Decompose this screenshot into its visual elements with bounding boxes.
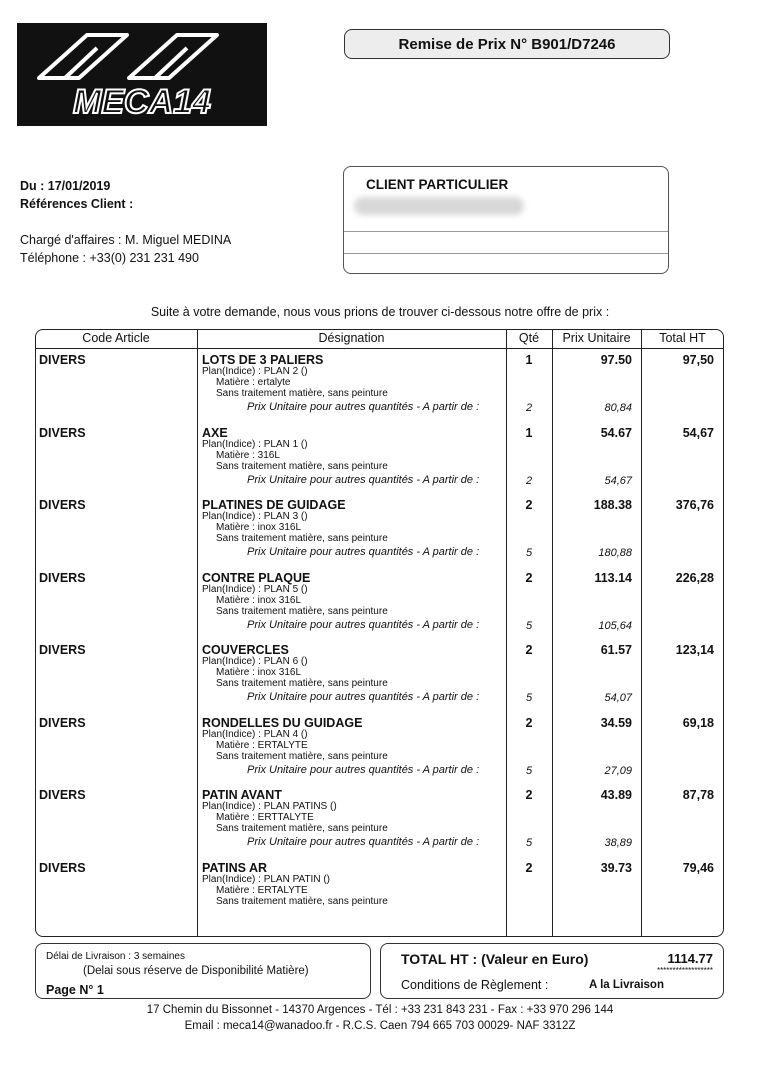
item-plan: Plan(Indice) : PLAN 6 (): [202, 656, 308, 667]
other-qty-label: Prix Unitaire pour autres quantités - A partir de :: [247, 546, 480, 558]
account-manager: Chargé d'affaires : M. Miguel MEDINA: [20, 233, 232, 247]
item-code: DIVERS: [39, 426, 86, 440]
item-treatment: Sans traitement matière, sans peinture: [216, 823, 388, 834]
item-treatment: Sans traitement matière, sans peinture: [216, 533, 388, 544]
item-designation: AXE: [202, 426, 228, 440]
item-material: Matière : ERTTALYTE: [216, 812, 314, 823]
item-unit-price: 39.73: [600, 861, 632, 875]
item-total: 79,46: [682, 861, 714, 875]
item-alt-qty: 5: [525, 620, 533, 632]
payment-conditions-label: Conditions de Règlement :: [401, 978, 549, 992]
item-qty: 2: [525, 861, 533, 875]
item-alt-unit-price: 54,07: [604, 692, 632, 704]
item-material: Matière : ertalyte: [216, 377, 291, 388]
meca14-logo-icon: [17, 23, 267, 126]
item-material: Matière : ERTALYTE: [216, 885, 308, 896]
item-plan: Plan(Indice) : PLAN 1 (): [202, 439, 308, 450]
item-plan: Plan(Indice) : PLAN PATIN (): [202, 874, 330, 885]
item-qty: 2: [525, 571, 533, 585]
col-header-unit-price: Prix Unitaire: [562, 331, 631, 345]
item-unit-price: 34.59: [600, 716, 632, 730]
item-qty: 2: [525, 788, 533, 802]
item-alt-qty: 5: [525, 837, 533, 849]
other-qty-label: Prix Unitaire pour autres quantités - A partir de :: [247, 764, 480, 776]
item-code: DIVERS: [39, 716, 86, 730]
item-alt-qty: 5: [525, 692, 533, 704]
item-alt-unit-price: 180,88: [598, 547, 632, 559]
page-number: Page N° 1: [46, 983, 104, 997]
item-material: Matière : inox 316L: [216, 667, 302, 678]
item-unit-price: 54.67: [600, 426, 632, 440]
item-qty: 2: [525, 716, 533, 730]
item-total: 87,78: [682, 788, 714, 802]
col-header-designation: Désignation: [318, 331, 385, 345]
item-treatment: Sans traitement matière, sans peinture: [216, 678, 388, 689]
item-alt-qty: 2: [525, 475, 533, 487]
other-qty-label: Prix Unitaire pour autres quantités - A partir de :: [247, 474, 480, 486]
item-designation: PATINS AR: [202, 861, 268, 875]
item-designation: COUVERCLES: [202, 643, 289, 657]
payment-conditions-value: A la Livraison: [589, 979, 664, 991]
item-unit-price: 43.89: [600, 788, 632, 802]
item-designation: RONDELLES DU GUIDAGE: [202, 716, 363, 730]
item-code: DIVERS: [39, 861, 86, 875]
column-divider: [506, 329, 507, 937]
col-header-code: Code Article: [82, 331, 150, 345]
other-qty-label: Prix Unitaire pour autres quantités - A partir de :: [247, 836, 480, 848]
delivery-delay: Délai de Livraison : 3 semaines: [46, 951, 185, 962]
phone-number: Téléphone : +33(0) 231 231 490: [20, 251, 199, 265]
item-unit-price: 61.57: [600, 643, 632, 657]
item-qty: 1: [525, 426, 533, 440]
item-plan: Plan(Indice) : PLAN PATINS (): [202, 801, 337, 812]
quote-date: Du : 17/01/2019: [20, 179, 111, 193]
item-total: 69,18: [682, 716, 714, 730]
column-divider: [197, 329, 198, 937]
client-references: Références Client :: [20, 197, 134, 211]
col-header-qty: Qté: [518, 331, 540, 345]
item-code: DIVERS: [39, 571, 86, 585]
item-designation: CONTRE PLAQUE: [202, 571, 311, 585]
company-logo: [17, 23, 267, 126]
item-qty: 1: [525, 353, 533, 367]
item-designation: LOTS DE 3 PALIERS: [202, 353, 324, 367]
item-treatment: Sans traitement matière, sans peinture: [216, 606, 388, 617]
item-code: DIVERS: [39, 788, 86, 802]
quote-title: Remise de Prix N° B901/D7246: [344, 29, 670, 59]
item-code: DIVERS: [39, 643, 86, 657]
delivery-box: [35, 943, 371, 999]
item-plan: Plan(Indice) : PLAN 5 (): [202, 584, 308, 595]
total-label: TOTAL HT : (Valeur en Euro): [401, 951, 589, 967]
item-plan: Plan(Indice) : PLAN 2 (): [202, 366, 308, 377]
total-value: 1114.77: [667, 951, 713, 966]
item-alt-qty: 5: [525, 547, 533, 559]
col-header-total: Total HT: [659, 331, 706, 345]
intro-text: Suite à votre demande, nous vous prions de trouver ci-dessous notre offre de prix :: [150, 305, 610, 319]
client-name: CLIENT PARTICULIER: [366, 177, 509, 192]
delivery-note: (Delai sous réserve de Disponibilité Matière): [83, 965, 309, 977]
item-alt-unit-price: 38,89: [604, 837, 632, 849]
item-alt-unit-price: 54,67: [604, 475, 632, 487]
item-material: Matière : 316L: [216, 450, 280, 461]
item-alt-unit-price: 105,64: [598, 620, 632, 632]
item-total: 226,28: [675, 571, 714, 585]
item-total: 54,67: [682, 426, 714, 440]
company-email: Email : meca14@wanadoo.fr - R.C.S. Caen 794 665 703 00029- NAF 3312Z: [184, 1020, 576, 1032]
item-alt-qty: 2: [525, 402, 533, 414]
other-qty-label: Prix Unitaire pour autres quantités - A partir de :: [247, 401, 480, 413]
logo-text: MECA14: [73, 83, 211, 121]
header-divider: [35, 348, 724, 349]
item-treatment: Sans traitement matière, sans peinture: [216, 461, 388, 472]
item-qty: 2: [525, 498, 533, 512]
item-material: Matière : ERTALYTE: [216, 740, 308, 751]
item-code: DIVERS: [39, 498, 86, 512]
client-box: [343, 166, 669, 274]
item-total: 123,14: [675, 643, 714, 657]
column-divider: [641, 329, 642, 937]
company-address: 17 Chemin du Bissonnet - 14370 Argences - Tél : +33 231 843 231 - Fax : +33 970 296 144: [146, 1004, 614, 1016]
item-treatment: Sans traitement matière, sans peinture: [216, 896, 388, 907]
item-treatment: Sans traitement matière, sans peinture: [216, 751, 388, 762]
item-material: Matière : inox 316L: [216, 595, 302, 606]
item-alt-unit-price: 80,84: [604, 402, 632, 414]
item-alt-unit-price: 27,09: [604, 765, 632, 777]
item-unit-price: 188.38: [593, 498, 632, 512]
item-designation: PLATINES DE GUIDAGE: [202, 498, 346, 512]
address-line: [344, 231, 668, 232]
item-plan: Plan(Indice) : PLAN 4 (): [202, 729, 308, 740]
item-qty: 2: [525, 643, 533, 657]
item-unit-price: 113.14: [594, 571, 632, 585]
item-unit-price: 97.50: [600, 353, 632, 367]
item-plan: Plan(Indice) : PLAN 3 (): [202, 511, 308, 522]
item-material: Matière : inox 316L: [216, 522, 302, 533]
redacted-address: [354, 197, 524, 215]
other-qty-label: Prix Unitaire pour autres quantités - A partir de :: [247, 619, 480, 631]
total-stars: ******************: [656, 966, 713, 975]
item-designation: PATIN AVANT: [202, 788, 282, 802]
address-line: [344, 253, 668, 254]
item-total: 97,50: [682, 353, 714, 367]
item-treatment: Sans traitement matière, sans peinture: [216, 388, 388, 399]
totals-box: [380, 943, 724, 999]
item-alt-qty: 5: [525, 765, 533, 777]
item-code: DIVERS: [39, 353, 86, 367]
item-total: 376,76: [675, 498, 714, 512]
other-qty-label: Prix Unitaire pour autres quantités - A partir de :: [247, 691, 480, 703]
